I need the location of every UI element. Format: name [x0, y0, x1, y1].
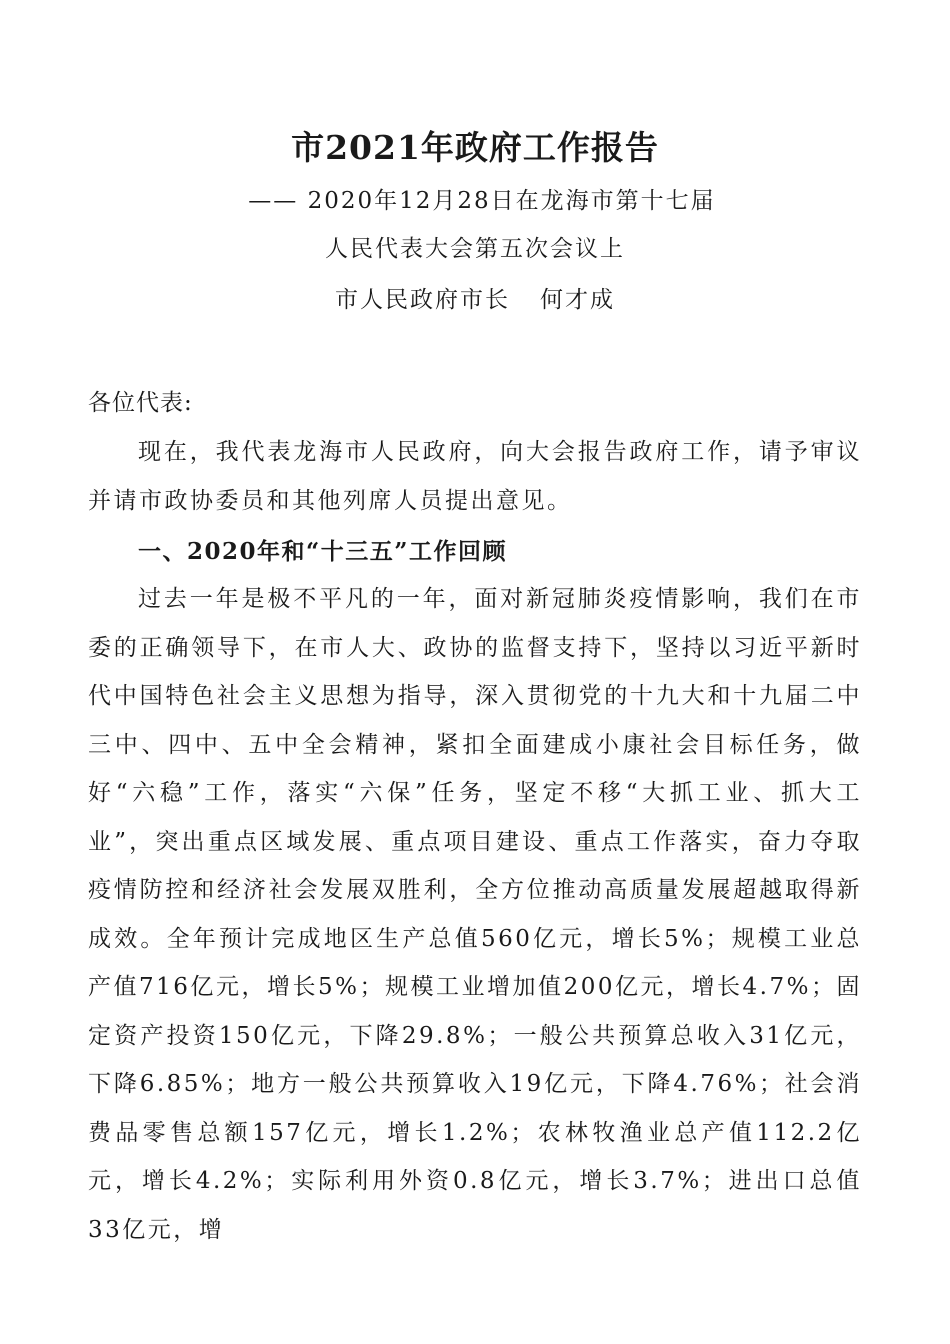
document-title: 市2021年政府工作报告	[291, 128, 659, 167]
speaker-name: 何才成	[540, 287, 615, 313]
salutation: 各位代表:	[88, 390, 193, 416]
speaker-line	[0, 280, 950, 320]
review-paragraph: 过去一年是极不平凡的一年，面对新冠肺炎疫情影响，我们在市委的正确领导下，在市人大、政协的监督支持下，坚持以习近平新时代中国特色社会主义思想为指导，深入贯彻党的十九大和十九届二中三中、四中、五中全会精神，紧扣全面建成小康社会目标任务，做好“六稳”工作，落实“六保”任务，坚定不移“大抓工业、抓大工业”，突出重点区域发展、重点项目建设、重点工作落实，奋力夺取疫情防控和经济社会发展双胜利，全方位推动高质量发展超越取得新成效。全年预计完成地区生产总值560亿元，增长5%；规模工业总产值716亿元，增长5%；规模工业增加值200亿元，增长4.7%；固定资产投资150亿元，下降29.8%；一般公共预算总收入31亿元，下降6.85%；地方一般公共预算收入19亿元，下降4.76%；社会消费品零售总额157亿元，增长1.2%；农林牧渔业总产值112.2亿元，增长4.2%；实际利用外资0.8亿元，增长3.7%；进出口总值33亿元，增	[88, 586, 862, 1243]
subtitle-meeting-line: 人民代表大会第五次会议上	[325, 236, 625, 262]
section-heading: 一、2020年和“十三五”工作回顾	[138, 538, 507, 565]
subtitle-date-line: —— 2020年12月28日在龙海市第十七届	[248, 188, 716, 214]
opening-paragraph: 现在，我代表龙海市人民政府，向大会报告政府工作，请予审议并请市政协委员和其他列席人员提出意见。	[88, 439, 862, 514]
speaker-title: 市人民政府市长	[335, 287, 510, 313]
